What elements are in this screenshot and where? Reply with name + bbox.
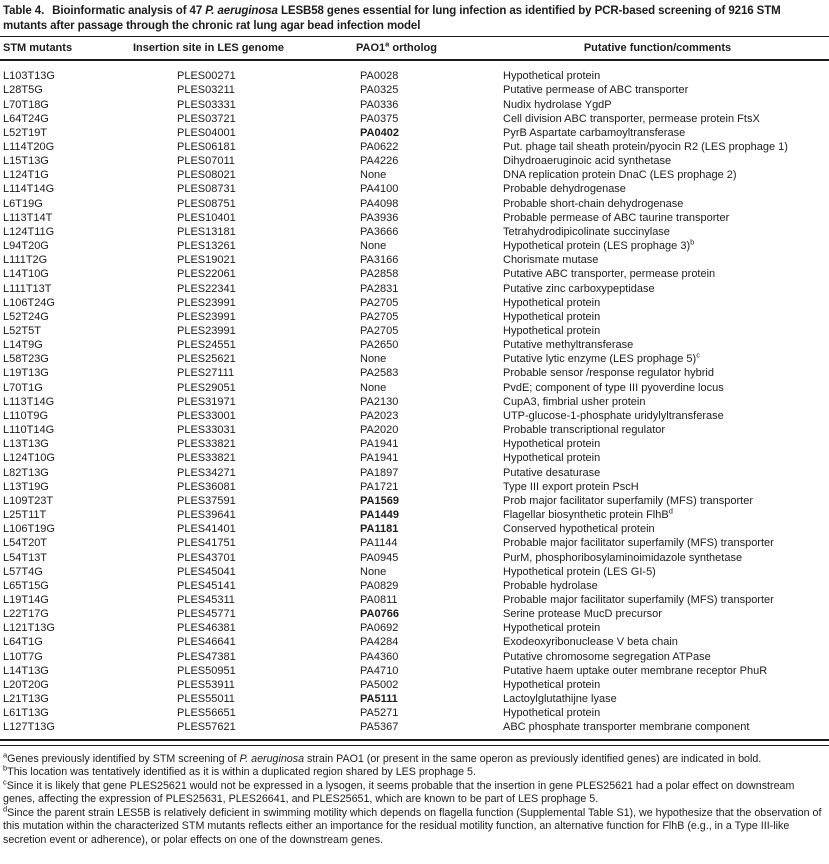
putative-function-cell: PvdE; component of type III pyoverdine locus [503,381,724,394]
stm-mutant-cell: L65T15G [3,579,49,592]
stm-mutant-cell: L58T23G [3,353,49,366]
pao1-ortholog-cell: PA0028 [360,70,399,83]
putative-function-cell: Hypothetical protein [503,707,601,720]
putative-function-cell: Hypothetical protein [503,678,601,691]
putative-function-cell: Serine protease MucD precursor [503,608,662,621]
putative-function-cell: Hypothetical protein [503,622,601,635]
stm-mutant-cell: L109T23T [3,494,54,507]
stm-mutant-cell: L124T10G [3,452,55,465]
pao1-ortholog-cell: PA1941 [360,438,399,451]
insertion-site-cell: PLES39641 [177,509,236,522]
stm-mutant-cell: L114T20G [3,140,55,153]
table-row [0,366,829,380]
table-row [0,621,829,635]
insertion-site-cell: PLES45141 [177,579,236,592]
insertion-site-cell: PLES19021 [177,254,236,267]
stm-mutant-cell: L124T11G [3,225,55,238]
insertion-site-cell: PLES29051 [177,381,236,394]
table-row [0,140,829,154]
insertion-site-cell: PLES41401 [177,523,236,536]
pao1-ortholog-cell: PA0766 [360,608,399,621]
insertion-site-cell: PLES45311 [177,593,235,606]
insertion-site-cell: PLES45771 [177,608,236,621]
insertion-site-cell: PLES08021 [177,169,236,182]
table-caption [0,3,829,36]
pao1-ortholog-cell: None [360,381,387,394]
stm-mutant-cell: L106T19G [3,523,55,536]
pao1-ortholog-cell: PA2020 [360,424,399,437]
insertion-site-cell: PLES43701 [177,551,236,564]
insertion-site-cell: PLES03211 [177,84,235,97]
table-row [0,706,829,720]
putative-function-cell: Exodeoxyribonuclease V beta chain [503,636,678,649]
putative-function-cell: Conserved hypothetical protein [503,523,655,536]
stm-mutant-cell: L70T18G [3,98,49,111]
stm-mutant-cell: L70T1G [3,381,43,394]
pao1-ortholog-cell: PA0402 [360,126,399,139]
pao1-ortholog-cell: PA0375 [360,112,399,125]
pao1-ortholog-cell: PA2831 [360,282,399,295]
table-row [0,551,829,565]
stm-mutant-cell: L111T13T [3,282,52,295]
stm-mutant-cell: L19T13G [3,367,49,380]
putative-function-cell: Probable permease of ABC taurine transporter [503,211,730,224]
insertion-site-cell: PLES53911 [177,678,235,691]
table-row [0,310,829,324]
pao1-ortholog-cell: PA2705 [360,296,399,309]
pao1-ortholog-cell: PA5367 [360,721,399,734]
pao1-ortholog-cell: PA0811 [360,593,398,606]
putative-function-cell: Chorismate mutase [503,254,599,267]
putative-function-cell: DNA replication protein DnaC (LES prophage 2) [503,169,737,182]
pao1-ortholog-cell: PA0325 [360,84,399,97]
stm-mutant-cell: L14T9G [3,339,43,352]
pao1-ortholog-cell: PA3666 [360,225,399,238]
footnote-marker: c [696,350,700,360]
table-row [0,282,829,296]
insertion-site-cell: PLES08751 [177,197,236,210]
table-row [0,83,829,97]
insertion-site-cell: PLES50951 [177,664,236,677]
table-row [0,225,829,239]
table-header-row [0,37,829,59]
stm-mutant-cell: L61T13G [3,707,49,720]
insertion-site-cell: PLES03331 [177,98,236,111]
insertion-site-cell: PLES10401 [177,211,236,224]
putative-function-cell: Lactoylglutathijne lyase [503,693,617,706]
putative-function-cell: CupA3, fimbrial usher protein [503,395,646,408]
putative-function-cell: Hypothetical protein [503,325,601,337]
putative-function-cell: Putative lytic enzyme (LES prophage 5)$^c$ [503,350,700,366]
pao1-ortholog-cell: None [360,565,387,578]
stm-mutant-cell: L127T13G [3,721,55,734]
stm-mutant-cell: L113T14T [3,211,53,224]
table-row [0,635,829,649]
table-row [0,98,829,112]
insertion-site-cell: PLES23991 [177,296,236,309]
putative-function-cell: Hypothetical protein [503,438,601,451]
stm-mutant-cell: L20T20G [3,678,49,691]
insertion-site-cell: PLES25621 [177,353,236,366]
insertion-site-cell: PLES24551 [177,339,236,352]
insertion-site-cell: PLES33821 [177,452,236,465]
table-row [0,678,829,692]
putative-function-cell: PyrB Aspartate carbamoyltransferase [503,126,686,139]
pao1-ortholog-cell: PA4100 [360,183,399,196]
table-row [0,409,829,423]
stm-mutant-cell: L52T24G [3,310,49,323]
table-row [0,593,829,607]
stm-mutant-cell: L121T13G [3,622,55,635]
pao1-ortholog-cell: None [360,240,387,253]
table-row [0,579,829,593]
insertion-site-cell: PLES22341 [177,282,236,295]
insertion-site-cell: PLES08731 [177,183,236,196]
table-row [0,692,829,706]
insertion-site-cell: PLES34271 [177,466,236,479]
stm-mutant-cell: L64T1G [3,636,43,649]
putative-function-cell: Tetrahydrodipicolinate succinylase [503,225,670,238]
putative-function-cell: Putative zinc carboxypeptidase [503,282,655,295]
stm-mutant-cell: L110T14G [3,424,55,437]
putative-function-cell: ABC phosphate transporter membrane component [503,721,750,734]
putative-function-cell: Probable transcriptional regulator [503,424,666,437]
pao1-ortholog-cell: PA1941 [360,452,399,465]
putative-function-cell: Probable short-chain dehydrogenase [503,197,684,210]
pao1-ortholog-cell: PA3166 [360,254,399,267]
insertion-site-cell: PLES00271 [177,70,236,83]
col-header-stm-mutants: STM mutants [3,42,73,55]
insertion-site-cell: PLES33821 [177,438,236,451]
table-row [0,267,829,281]
stm-mutant-cell: L19T14G [3,593,49,606]
insertion-site-cell: PLES33031 [177,424,236,437]
pao1-ortholog-cell: PA0692 [360,622,399,635]
insertion-site-cell: PLES45041 [177,565,236,578]
table-row [0,536,829,550]
putative-function-cell: Hypothetical protein (LES prophage 3)$^b$ [503,237,695,253]
pao1-ortholog-cell: PA1181 [360,523,399,536]
pao1-ortholog-cell: PA5111 [360,693,398,706]
putative-function-cell: Hypothetical protein [503,452,601,465]
stm-mutant-cell: L52T5T [3,325,41,337]
pao1-ortholog-cell: None [360,353,387,366]
stm-mutant-cell: L94T20G [3,240,49,253]
footnote-marker: b [3,763,8,773]
table-row [0,664,829,678]
insertion-site-cell: PLES47381 [177,650,236,663]
insertion-site-cell: PLES13261 [177,240,236,253]
footnote-marker: a [3,749,8,759]
table-row [0,69,829,83]
pao1-ortholog-cell: PA1144 [360,537,398,550]
stm-mutant-cell: L25T11T [3,509,47,522]
stm-mutant-cell: L54T13T [3,551,48,564]
table-row [0,338,829,352]
insertion-site-cell: PLES36081 [177,480,236,493]
putative-function-cell: Putative desaturase [503,466,601,479]
insertion-site-cell: PLES06181 [177,140,236,153]
table-row [0,211,829,225]
stm-mutant-cell: L6T19G [3,197,43,210]
stm-mutant-cell: L114T14G [3,183,55,196]
putative-function-cell: PurM, phosphoribosylaminoimidazole synthetase [503,551,743,564]
insertion-site-cell: PLES04001 [177,126,236,139]
table-row [0,126,829,140]
footnote: $^d$Since the parent strain LES5B is relatively deficient in swimming motility which depends on flagella function (Supplemental Table S1), we hypothesize that the observation of this mutation within the characterized STM mutants reflects either an importance for the residual motility function, an alternative function for FlhB (e.g., in a Type III-like secretion event or adherence), or polar effects on one of the downstream genes. [3,803,822,846]
pao1-ortholog-cell: PA2130 [360,395,399,408]
stm-mutant-cell: L110T9G [3,409,49,422]
putative-function-cell: Putative haem uptake outer membrane receptor PhuR [503,664,768,677]
putative-function-cell: Probable major facilitator superfamily (MFS) transporter [503,537,774,550]
putative-function-cell: Put. phage tail sheath protein/pyocin R2 (LES prophage 1) [503,140,788,153]
col-header-pao1-ortholog [356,39,437,55]
pao1-ortholog-cell: PA2858 [360,268,399,281]
table-row [0,480,829,494]
stm-mutant-cell: L22T17G [3,608,49,621]
stm-mutant-cell: L113T14G [3,395,55,408]
table-row [0,451,829,465]
footnote-marker: b [690,237,695,247]
table-row [0,253,829,267]
table-label: Table 4. [3,5,45,17]
stm-mutant-cell: L124T1G [3,169,49,182]
table-row [0,112,829,126]
stm-mutant-cell: L111T2G [3,254,48,267]
table-row [0,720,829,734]
footnote: $^c$Since it is likely that gene PLES25621 would not be expressed in a lysogen, it seems probable that the insertion in gene PLES25621 had a polar effect on downstream genes, affecting the expression of PLES25631, PLES26641, and PLES25651, which are known to be part of LES prophage 5. [3,776,795,806]
table-row [0,395,829,409]
pao1-ortholog-cell: PA3936 [360,211,399,224]
pao1-ortholog-cell: PA5271 [360,707,399,720]
putative-function-cell: Putative ABC transporter, permease protein [503,268,716,281]
putative-function-cell: Probable dehydrogenase [503,183,626,196]
pao1-ortholog-cell: PA2650 [360,339,399,352]
insertion-site-cell: PLES37591 [177,494,236,507]
putative-function-cell: UTP-glucose-1-phosphate uridylyltransferase [503,409,724,422]
putative-function-cell: Putative chromosome segregation ATPase [503,650,711,663]
stm-mutant-cell: L13T13G [3,438,49,451]
insertion-site-cell: PLES31971 [177,395,236,408]
insertion-site-cell: PLES46381 [177,622,236,635]
table-row [0,565,829,579]
footnote-species-italic: P. aeruginosa [239,752,305,765]
pao1-ortholog-cell: PA2705 [360,310,399,323]
pao1-ortholog-cell: None [360,169,387,182]
stm-mutant-cell: L54T20T [3,537,48,550]
caption-species-italic: P. aeruginosa [205,5,278,17]
table-row [0,522,829,536]
table-row [0,352,829,366]
pao1-ortholog-cell: PA1897 [360,466,399,479]
pao1-ortholog-cell: PA4098 [360,197,399,210]
putative-function-cell: Flagellar biosynthetic protein FlhB$^d$ [503,506,673,522]
table-row [0,508,829,522]
col-header-putative-function: Putative function/comments [583,42,732,55]
stm-mutant-cell: L28T5G [3,84,43,97]
insertion-site-cell: PLES41751 [177,537,236,550]
insertion-site-cell: PLES27111 [177,367,235,380]
pao1-ortholog-cell: PA2583 [360,367,399,380]
pao1-text: PAO1 [356,42,386,55]
footnotes [0,746,829,848]
table-row [0,650,829,664]
footnote-marker: d [3,803,8,813]
pao1-ortholog-cell: PA2705 [360,325,399,337]
putative-function-cell: Dihydroaeruginoic acid synthetase [503,155,672,168]
putative-function-cell: Hypothetical protein [503,70,601,83]
putative-function-cell: Type III export protein PscH [503,480,639,493]
putative-function-cell: Hypothetical protein [503,296,601,309]
stm-mutant-cell: L14T13G [3,664,49,677]
footnote-marker: d [668,506,673,516]
insertion-site-cell: PLES03721 [177,112,236,125]
table-row [0,182,829,196]
insertion-site-cell: PLES57621 [177,721,236,734]
pao1-footnote-marker: a [385,39,390,49]
stm-mutant-cell: L13T19G [3,480,49,493]
pao1-ortholog-cell: PA1721 [360,480,399,493]
pao1-ortholog-cell: PA1569 [360,494,399,507]
pao1-ortholog-cell: PA0622 [360,140,399,153]
table-row [0,324,829,338]
insertion-site-cell: PLES22061 [177,268,236,281]
pao1-ortholog-cell: PA2023 [360,409,399,422]
footnote: $^b$This location was tentatively identified as it is within a duplicated region shared by LES prophage 5. [3,763,476,779]
table-row [0,423,829,437]
putative-function-cell: Probable hydrolase [503,579,598,592]
table-row [0,296,829,310]
stm-mutant-cell: L15T13G [3,155,49,168]
insertion-site-cell: PLES46641 [177,636,236,649]
insertion-site-cell: PLES13181 [177,225,236,238]
stm-mutant-cell: L64T24G [3,112,49,125]
table-row [0,437,829,451]
pao1-ortholog-cell: PA0829 [360,579,399,592]
stm-mutant-cell: L103T13G [3,70,55,83]
insertion-site-cell: PLES56651 [177,707,236,720]
insertion-site-cell: PLES23991 [177,325,236,337]
stm-mutant-cell: L82T13G [3,466,49,479]
stm-mutant-cell: L14T10G [3,268,49,281]
stm-mutant-cell: L21T13G [3,693,49,706]
putative-function-cell: Cell division ABC transporter, permease protein FtsX [503,112,760,125]
stm-mutant-cell: L52T19T [3,126,48,139]
table-row [0,494,829,508]
table-row [0,466,829,480]
caption-text-pre: Bioinformatic analysis of 47 [52,5,206,17]
putative-function-cell: Probable major facilitator superfamily (MFS) transporter [503,593,774,606]
putative-function-cell: Nudix hydrolase YgdP [503,98,612,111]
pao1-ortholog-cell: PA1449 [360,509,399,522]
table-row [0,197,829,211]
caption-text-post: LESB58 genes essential for lung infection as identified by PCR-based screening of 9216 STM mutants after passage through the chronic rat lung agar bead infection model [3,5,781,32]
putative-function-cell: Prob major facilitator superfamily (MFS) transporter [503,494,754,507]
footnote: $^a$Genes previously identified by STM screening of P. aeruginosa strain PAO1 (or present in the same operon as previously identified genes) are indicated in bold. [3,749,762,765]
table-body [0,61,829,738]
putative-function-cell: Hypothetical protein (LES GI-5) [503,565,656,578]
insertion-site-cell: PLES23991 [177,310,236,323]
table-row [0,607,829,621]
table-row [0,381,829,395]
stm-mutant-cell: L57T4G [3,565,43,578]
table-row [0,168,829,182]
pao1-ortholog-cell: PA4710 [360,664,399,677]
stm-mutant-cell: L106T24G [3,296,55,309]
putative-function-cell: Hypothetical protein [503,310,601,323]
pao1-ortholog-cell: PA0336 [360,98,399,111]
pao1-ortholog-cell: PA4284 [360,636,399,649]
col-header-insertion-site: Insertion site in LES genome [133,42,284,55]
putative-function-cell: Probable sensor /response regulator hybrid [503,367,714,380]
insertion-site-cell: PLES55011 [177,693,235,706]
table-row [0,154,829,168]
pao1-ortholog-cell: PA4226 [360,155,399,168]
footnote-marker: c [3,776,7,786]
stm-mutant-cell: L10T7G [3,650,43,663]
pao1-ortholog-cell: PA0945 [360,551,399,564]
insertion-site-cell: PLES33001 [177,409,236,422]
ortholog-text: ortholog [389,42,437,55]
putative-function-cell: Putative methyltransferase [503,339,634,352]
insertion-site-cell: PLES07011 [177,155,235,168]
pao1-ortholog-cell: PA4360 [360,650,399,663]
table-row [0,239,829,253]
pao1-ortholog-cell: PA5002 [360,678,399,691]
putative-function-cell: Putative permease of ABC transporter [503,84,689,97]
